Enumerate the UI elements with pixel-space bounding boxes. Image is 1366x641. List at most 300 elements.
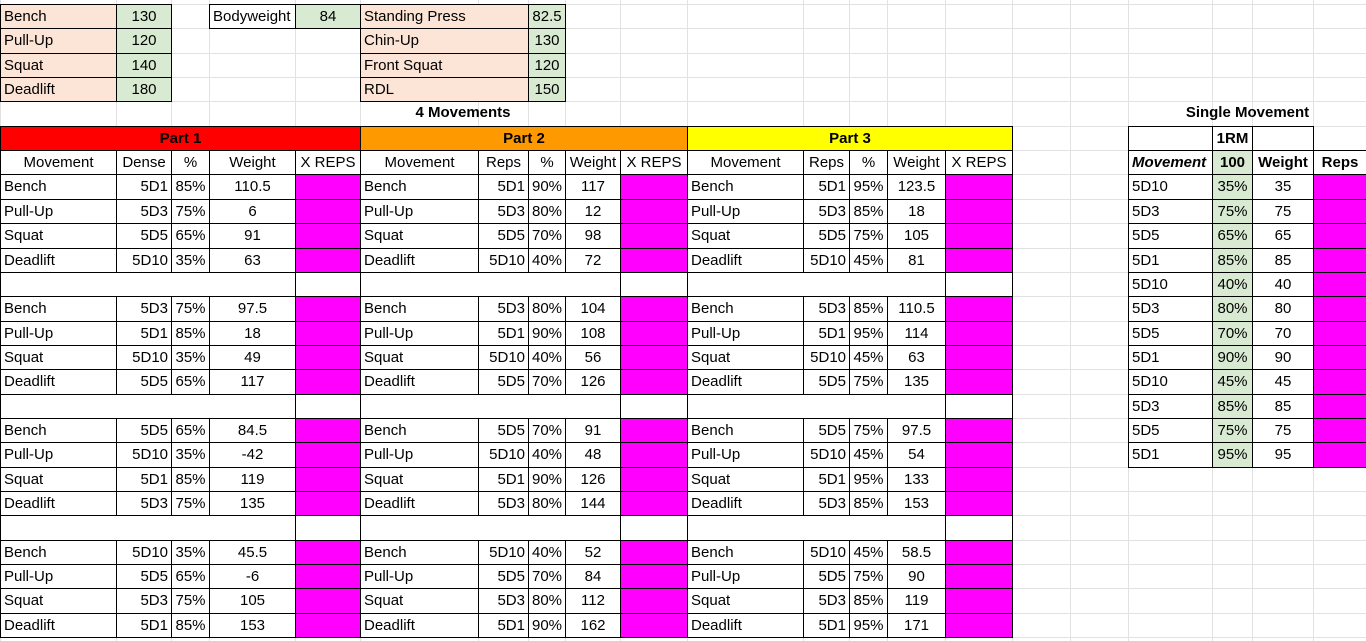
movement-cell[interactable]: Bench — [687, 174, 804, 200]
scheme-cell[interactable]: 5D5 — [478, 418, 529, 443]
x-reps-input-cell[interactable] — [945, 564, 1013, 589]
movement-cell[interactable]: Squat — [0, 588, 117, 614]
column-header-cell[interactable]: X REPS — [295, 150, 361, 175]
x-reps-input-cell[interactable] — [945, 199, 1013, 224]
scheme-cell[interactable]: 5D1 — [116, 467, 172, 492]
x-reps-input-cell[interactable] — [945, 248, 1013, 273]
accessory-1rm-cell[interactable]: 82.5 — [528, 4, 566, 29]
scheme-cell[interactable]: 5D3 — [1128, 199, 1213, 224]
weight-cell[interactable]: 119 — [209, 467, 296, 492]
x-reps-input-cell[interactable] — [295, 345, 361, 370]
weight-cell[interactable]: -6 — [209, 564, 296, 589]
weight-cell[interactable]: 108 — [565, 321, 621, 346]
weight-cell[interactable]: 162 — [565, 613, 621, 638]
weight-cell[interactable]: 63 — [887, 345, 946, 370]
spacer-cell[interactable] — [360, 272, 621, 297]
weight-cell[interactable]: 98 — [565, 223, 621, 249]
scheme-cell[interactable]: 5D1 — [478, 321, 529, 346]
percent-cell[interactable]: 45% — [1212, 369, 1253, 395]
weight-cell[interactable]: 105 — [209, 588, 296, 614]
part-3-header[interactable]: Part 3 — [687, 126, 1013, 151]
x-reps-input-cell[interactable] — [620, 174, 688, 200]
weight-cell[interactable]: 97.5 — [209, 296, 296, 322]
scheme-cell[interactable]: 5D10 — [116, 248, 172, 273]
scheme-cell[interactable]: 5D5 — [803, 369, 850, 395]
movement-cell[interactable]: Squat — [687, 223, 804, 249]
movement-cell[interactable]: Deadlift — [360, 248, 479, 273]
scheme-cell[interactable]: 5D10 — [803, 248, 850, 273]
weight-cell[interactable]: 153 — [887, 491, 946, 516]
movement-cell[interactable]: Bench — [0, 540, 117, 565]
column-header-cell[interactable]: X REPS — [620, 150, 688, 175]
reps-input-cell[interactable] — [1313, 345, 1366, 370]
scheme-cell[interactable]: 5D5 — [1128, 321, 1213, 346]
x-reps-input-cell[interactable] — [620, 223, 688, 249]
reps-input-cell[interactable] — [1313, 321, 1366, 346]
movement-cell[interactable]: Squat — [687, 345, 804, 370]
x-reps-input-cell[interactable] — [945, 540, 1013, 565]
percent-cell[interactable]: 90% — [528, 467, 566, 492]
percent-cell[interactable]: 95% — [849, 174, 888, 200]
percent-cell[interactable]: 90% — [528, 321, 566, 346]
weight-cell[interactable]: 119 — [887, 588, 946, 614]
weight-cell[interactable]: 110.5 — [887, 296, 946, 322]
x-reps-input-cell[interactable] — [295, 588, 361, 614]
percent-cell[interactable]: 40% — [528, 540, 566, 565]
weight-cell[interactable]: 104 — [565, 296, 621, 322]
percent-cell[interactable]: 75% — [171, 491, 210, 516]
weight-cell[interactable]: 85 — [1252, 248, 1314, 273]
scheme-cell[interactable]: 5D3 — [803, 588, 850, 614]
reps-input-cell[interactable] — [1313, 296, 1366, 322]
percent-cell[interactable]: 80% — [528, 199, 566, 224]
x-reps-input-cell[interactable] — [620, 564, 688, 589]
reps-input-cell[interactable] — [1313, 369, 1366, 395]
percent-cell[interactable]: 35% — [171, 345, 210, 370]
movement-cell[interactable]: Pull-Up — [360, 442, 479, 468]
column-header-cell[interactable]: Movement — [687, 150, 804, 175]
weight-cell[interactable]: 75 — [1252, 418, 1314, 443]
movement-cell[interactable]: Pull-Up — [687, 321, 804, 346]
spacer-cell[interactable] — [620, 394, 688, 419]
percent-cell[interactable]: 90% — [528, 174, 566, 200]
movement-cell[interactable]: Bench — [0, 296, 117, 322]
x-reps-input-cell[interactable] — [620, 588, 688, 614]
movement-cell[interactable]: Squat — [687, 588, 804, 614]
weight-cell[interactable]: 105 — [887, 223, 946, 249]
x-reps-input-cell[interactable] — [945, 613, 1013, 638]
scheme-cell[interactable]: 5D10 — [803, 345, 850, 370]
weight-cell[interactable]: 135 — [887, 369, 946, 395]
movement-cell[interactable]: Squat — [0, 223, 117, 249]
spacer-cell[interactable] — [687, 515, 946, 541]
movement-cell[interactable]: Pull-Up — [687, 442, 804, 468]
percent-cell[interactable]: 75% — [171, 296, 210, 322]
spacer-cell[interactable] — [687, 394, 946, 419]
weight-cell[interactable]: 18 — [209, 321, 296, 346]
spacer-cell[interactable] — [295, 394, 361, 419]
movement-cell[interactable]: Squat — [360, 345, 479, 370]
percent-cell[interactable]: 85% — [171, 174, 210, 200]
movement-cell[interactable]: Deadlift — [687, 369, 804, 395]
weight-cell[interactable]: 35 — [1252, 174, 1314, 200]
spacer-cell[interactable] — [945, 515, 1013, 541]
weight-cell[interactable]: 133 — [887, 467, 946, 492]
scheme-cell[interactable]: 5D5 — [478, 564, 529, 589]
percent-cell[interactable]: 95% — [849, 467, 888, 492]
scheme-cell[interactable]: 5D3 — [116, 491, 172, 516]
percent-cell[interactable]: 75% — [849, 418, 888, 443]
lift-1rm-cell[interactable]: 120 — [116, 28, 172, 54]
percent-cell[interactable]: 45% — [849, 442, 888, 468]
percent-cell[interactable]: 85% — [171, 321, 210, 346]
weight-cell[interactable]: 95 — [1252, 442, 1314, 468]
percent-cell[interactable]: 75% — [849, 369, 888, 395]
x-reps-input-cell[interactable] — [620, 199, 688, 224]
scheme-cell[interactable]: 5D1 — [116, 321, 172, 346]
weight-cell[interactable]: 171 — [887, 613, 946, 638]
scheme-cell[interactable]: 5D3 — [1128, 394, 1213, 419]
weight-cell[interactable]: 90 — [1252, 345, 1314, 370]
spacer-cell[interactable] — [0, 394, 296, 419]
column-header-cell[interactable]: X REPS — [945, 150, 1013, 175]
part-2-header[interactable]: Part 2 — [360, 126, 688, 151]
x-reps-input-cell[interactable] — [620, 369, 688, 395]
percent-cell[interactable]: 45% — [849, 345, 888, 370]
movement-cell[interactable]: Deadlift — [0, 248, 117, 273]
x-reps-input-cell[interactable] — [620, 613, 688, 638]
percent-cell[interactable]: 40% — [1212, 272, 1253, 297]
movement-cell[interactable]: Squat — [687, 467, 804, 492]
scheme-cell[interactable]: 5D10 — [1128, 174, 1213, 200]
movement-cell[interactable]: Bench — [0, 418, 117, 443]
scheme-cell[interactable]: 5D3 — [478, 296, 529, 322]
movement-header-cell[interactable]: Movement — [1128, 150, 1213, 175]
percent-cell[interactable]: 85% — [849, 491, 888, 516]
percent-cell[interactable]: 80% — [528, 588, 566, 614]
weight-header-cell[interactable]: Weight — [1252, 150, 1314, 175]
reps-input-cell[interactable] — [1313, 223, 1366, 249]
movement-cell[interactable]: Pull-Up — [0, 199, 117, 224]
weight-cell[interactable]: 49 — [209, 345, 296, 370]
weight-cell[interactable]: 90 — [887, 564, 946, 589]
part-1-header[interactable]: Part 1 — [0, 126, 361, 151]
percent-cell[interactable]: 40% — [528, 248, 566, 273]
movement-cell[interactable]: Bench — [360, 174, 479, 200]
movement-cell[interactable]: Deadlift — [360, 491, 479, 516]
weight-cell[interactable]: 91 — [565, 418, 621, 443]
scheme-cell[interactable]: 5D3 — [116, 588, 172, 614]
spacer-cell[interactable] — [295, 515, 361, 541]
accessory-name-cell[interactable]: Chin-Up — [360, 28, 529, 54]
column-header-cell[interactable]: Weight — [887, 150, 946, 175]
x-reps-input-cell[interactable] — [295, 442, 361, 468]
weight-cell[interactable]: 58.5 — [887, 540, 946, 565]
scheme-cell[interactable]: 5D5 — [116, 223, 172, 249]
weight-cell[interactable]: 65 — [1252, 223, 1314, 249]
scheme-cell[interactable]: 5D3 — [478, 199, 529, 224]
percent-cell[interactable]: 85% — [1212, 248, 1253, 273]
movement-cell[interactable]: Deadlift — [0, 613, 117, 638]
scheme-cell[interactable]: 5D3 — [1128, 296, 1213, 322]
movement-cell[interactable]: Pull-Up — [0, 321, 117, 346]
x-reps-input-cell[interactable] — [945, 418, 1013, 443]
scheme-cell[interactable]: 5D1 — [478, 613, 529, 638]
scheme-cell[interactable]: 5D3 — [478, 588, 529, 614]
spacer-cell[interactable] — [620, 515, 688, 541]
scheme-cell[interactable]: 5D3 — [803, 296, 850, 322]
movement-cell[interactable]: Deadlift — [0, 491, 117, 516]
weight-cell[interactable]: 81 — [887, 248, 946, 273]
scheme-cell[interactable]: 5D3 — [116, 296, 172, 322]
accessory-name-cell[interactable]: Front Squat — [360, 53, 529, 78]
spacer-cell[interactable] — [687, 272, 946, 297]
scheme-cell[interactable]: 5D1 — [478, 174, 529, 200]
x-reps-input-cell[interactable] — [945, 296, 1013, 322]
x-reps-input-cell[interactable] — [295, 540, 361, 565]
movement-cell[interactable]: Pull-Up — [360, 199, 479, 224]
x-reps-input-cell[interactable] — [295, 491, 361, 516]
movement-cell[interactable]: Pull-Up — [687, 564, 804, 589]
movement-cell[interactable]: Squat — [360, 588, 479, 614]
scheme-cell[interactable]: 5D10 — [478, 345, 529, 370]
lift-name-cell[interactable]: Deadlift — [0, 77, 117, 102]
percent-cell[interactable]: 80% — [528, 296, 566, 322]
scheme-cell[interactable]: 5D10 — [478, 248, 529, 273]
scheme-cell[interactable]: 5D1 — [116, 174, 172, 200]
scheme-cell[interactable]: 5D10 — [478, 540, 529, 565]
percent-cell[interactable]: 75% — [1212, 199, 1253, 224]
x-reps-input-cell[interactable] — [295, 248, 361, 273]
scheme-cell[interactable]: 5D5 — [1128, 418, 1213, 443]
reps-input-cell[interactable] — [1313, 272, 1366, 297]
x-reps-input-cell[interactable] — [945, 345, 1013, 370]
percent-cell[interactable]: 40% — [528, 345, 566, 370]
bodyweight-label-cell[interactable]: Bodyweight — [209, 4, 296, 29]
weight-cell[interactable]: 153 — [209, 613, 296, 638]
x-reps-input-cell[interactable] — [295, 369, 361, 395]
movement-cell[interactable]: Pull-Up — [0, 442, 117, 468]
weight-cell[interactable]: 48 — [565, 442, 621, 468]
percent-cell[interactable]: 65% — [171, 564, 210, 589]
column-header-cell[interactable]: % — [171, 150, 210, 175]
scheme-cell[interactable]: 5D10 — [116, 345, 172, 370]
single-movement-title[interactable]: Single Movement — [1185, 104, 1310, 121]
column-header-cell[interactable]: Movement — [360, 150, 479, 175]
accessory-1rm-cell[interactable]: 150 — [528, 77, 566, 102]
scheme-cell[interactable]: 5D10 — [1128, 272, 1213, 297]
percent-cell[interactable]: 65% — [171, 418, 210, 443]
percent-cell[interactable]: 95% — [849, 321, 888, 346]
movement-cell[interactable]: Deadlift — [360, 369, 479, 395]
spacer-cell[interactable] — [620, 272, 688, 297]
weight-cell[interactable]: 84.5 — [209, 418, 296, 443]
x-reps-input-cell[interactable] — [945, 442, 1013, 468]
percent-cell[interactable]: 85% — [849, 588, 888, 614]
column-header-cell[interactable]: % — [528, 150, 566, 175]
movement-cell[interactable]: Deadlift — [0, 369, 117, 395]
reps-header-cell[interactable]: Reps — [1313, 150, 1366, 175]
percent-cell[interactable]: 35% — [171, 442, 210, 468]
reps-input-cell[interactable] — [1313, 394, 1366, 419]
x-reps-input-cell[interactable] — [295, 418, 361, 443]
weight-cell[interactable]: 91 — [209, 223, 296, 249]
scheme-cell[interactable]: 5D10 — [116, 442, 172, 468]
spacer-cell[interactable] — [360, 394, 621, 419]
weight-cell[interactable]: 54 — [887, 442, 946, 468]
movement-cell[interactable]: Deadlift — [687, 248, 804, 273]
x-reps-input-cell[interactable] — [295, 174, 361, 200]
scheme-cell[interactable]: 5D5 — [1128, 223, 1213, 249]
reps-input-cell[interactable] — [1313, 174, 1366, 200]
weight-cell[interactable]: 80 — [1252, 296, 1314, 322]
percent-cell[interactable]: 80% — [528, 491, 566, 516]
weight-cell[interactable]: 97.5 — [887, 418, 946, 443]
rm-label-cell[interactable]: 1RM — [1212, 126, 1253, 151]
movement-cell[interactable]: Bench — [360, 540, 479, 565]
percent-cell[interactable]: 45% — [849, 540, 888, 565]
weight-cell[interactable]: 114 — [887, 321, 946, 346]
weight-cell[interactable]: 52 — [565, 540, 621, 565]
weight-cell[interactable]: 110.5 — [209, 174, 296, 200]
weight-cell[interactable]: 144 — [565, 491, 621, 516]
scheme-cell[interactable]: 5D5 — [116, 418, 172, 443]
percent-cell[interactable]: 95% — [849, 613, 888, 638]
column-header-cell[interactable]: Reps — [803, 150, 850, 175]
weight-cell[interactable]: 12 — [565, 199, 621, 224]
x-reps-input-cell[interactable] — [620, 296, 688, 322]
weight-cell[interactable]: -42 — [209, 442, 296, 468]
movement-cell[interactable]: Squat — [360, 467, 479, 492]
reps-input-cell[interactable] — [1313, 248, 1366, 273]
weight-cell[interactable]: 63 — [209, 248, 296, 273]
x-reps-input-cell[interactable] — [295, 321, 361, 346]
column-header-cell[interactable]: Dense — [116, 150, 172, 175]
percent-cell[interactable]: 70% — [1212, 321, 1253, 346]
percent-cell[interactable]: 70% — [528, 223, 566, 249]
weight-cell[interactable]: 126 — [565, 467, 621, 492]
scheme-cell[interactable]: 5D1 — [1128, 345, 1213, 370]
percent-cell[interactable]: 40% — [528, 442, 566, 468]
accessory-1rm-cell[interactable]: 120 — [528, 53, 566, 78]
x-reps-input-cell[interactable] — [620, 321, 688, 346]
x-reps-input-cell[interactable] — [620, 418, 688, 443]
movement-cell[interactable]: Bench — [687, 540, 804, 565]
scheme-cell[interactable]: 5D5 — [478, 369, 529, 395]
weight-cell[interactable]: 117 — [565, 174, 621, 200]
weight-cell[interactable]: 117 — [209, 369, 296, 395]
lift-1rm-cell[interactable]: 130 — [116, 4, 172, 29]
x-reps-input-cell[interactable] — [620, 442, 688, 468]
column-header-cell[interactable]: Reps — [478, 150, 529, 175]
movement-cell[interactable]: Pull-Up — [0, 564, 117, 589]
spacer-cell[interactable] — [360, 515, 621, 541]
x-reps-input-cell[interactable] — [945, 223, 1013, 249]
scheme-cell[interactable]: 5D5 — [803, 223, 850, 249]
empty-header-cell[interactable] — [1252, 126, 1314, 151]
movement-cell[interactable]: Squat — [360, 223, 479, 249]
x-reps-input-cell[interactable] — [945, 467, 1013, 492]
scheme-cell[interactable]: 5D1 — [1128, 248, 1213, 273]
scheme-cell[interactable]: 5D1 — [478, 467, 529, 492]
scheme-cell[interactable]: 5D3 — [478, 491, 529, 516]
weight-cell[interactable]: 6 — [209, 199, 296, 224]
percent-cell[interactable]: 85% — [849, 199, 888, 224]
movement-cell[interactable]: Squat — [0, 345, 117, 370]
scheme-cell[interactable]: 5D10 — [478, 442, 529, 468]
lift-name-cell[interactable]: Bench — [0, 4, 117, 29]
column-header-cell[interactable]: Weight — [565, 150, 621, 175]
weight-cell[interactable]: 45 — [1252, 369, 1314, 395]
accessory-name-cell[interactable]: Standing Press — [360, 4, 529, 29]
scheme-cell[interactable]: 5D1 — [803, 467, 850, 492]
reps-input-cell[interactable] — [1313, 442, 1366, 468]
scheme-cell[interactable]: 5D10 — [1128, 369, 1213, 395]
scheme-cell[interactable]: 5D10 — [803, 442, 850, 468]
x-reps-input-cell[interactable] — [945, 369, 1013, 395]
x-reps-input-cell[interactable] — [945, 321, 1013, 346]
lift-name-cell[interactable]: Squat — [0, 53, 117, 78]
reps-input-cell[interactable] — [1313, 418, 1366, 443]
column-header-cell[interactable]: Movement — [0, 150, 117, 175]
percent-cell[interactable]: 35% — [171, 540, 210, 565]
scheme-cell[interactable]: 5D1 — [803, 613, 850, 638]
percent-cell[interactable]: 75% — [171, 199, 210, 224]
movement-cell[interactable]: Deadlift — [360, 613, 479, 638]
scheme-cell[interactable]: 5D5 — [803, 564, 850, 589]
x-reps-input-cell[interactable] — [945, 491, 1013, 516]
scheme-cell[interactable]: 5D10 — [803, 540, 850, 565]
percent-cell[interactable]: 65% — [171, 369, 210, 395]
x-reps-input-cell[interactable] — [945, 588, 1013, 614]
percent-cell[interactable]: 90% — [1212, 345, 1253, 370]
movement-cell[interactable]: Pull-Up — [360, 564, 479, 589]
spacer-cell[interactable] — [295, 272, 361, 297]
spacer-cell[interactable] — [945, 272, 1013, 297]
movement-cell[interactable]: Pull-Up — [360, 321, 479, 346]
movement-cell[interactable]: Pull-Up — [687, 199, 804, 224]
bodyweight-value-cell[interactable]: 84 — [295, 4, 361, 29]
x-reps-input-cell[interactable] — [620, 345, 688, 370]
percent-cell[interactable]: 70% — [528, 564, 566, 589]
scheme-cell[interactable]: 5D5 — [478, 223, 529, 249]
movement-cell[interactable]: Bench — [0, 174, 117, 200]
x-reps-input-cell[interactable] — [620, 248, 688, 273]
percent-cell[interactable]: 75% — [1212, 418, 1253, 443]
movement-cell[interactable]: Bench — [360, 418, 479, 443]
percent-cell[interactable]: 65% — [1212, 223, 1253, 249]
weight-cell[interactable]: 72 — [565, 248, 621, 273]
x-reps-input-cell[interactable] — [295, 467, 361, 492]
scheme-cell[interactable]: 5D3 — [116, 199, 172, 224]
movement-cell[interactable]: Bench — [687, 418, 804, 443]
scheme-cell[interactable]: 5D1 — [803, 174, 850, 200]
weight-cell[interactable]: 70 — [1252, 321, 1314, 346]
column-header-cell[interactable]: Weight — [209, 150, 296, 175]
x-reps-input-cell[interactable] — [295, 613, 361, 638]
percent-cell[interactable]: 85% — [171, 613, 210, 638]
movement-cell[interactable]: Squat — [0, 467, 117, 492]
scheme-cell[interactable]: 5D5 — [116, 564, 172, 589]
weight-cell[interactable]: 123.5 — [887, 174, 946, 200]
x-reps-input-cell[interactable] — [620, 540, 688, 565]
column-header-cell[interactable]: % — [849, 150, 888, 175]
percent-cell[interactable]: 90% — [528, 613, 566, 638]
percent-cell[interactable]: 70% — [528, 418, 566, 443]
percent-cell[interactable]: 35% — [1212, 174, 1253, 200]
scheme-cell[interactable]: 5D3 — [803, 199, 850, 224]
scheme-cell[interactable]: 5D5 — [116, 369, 172, 395]
